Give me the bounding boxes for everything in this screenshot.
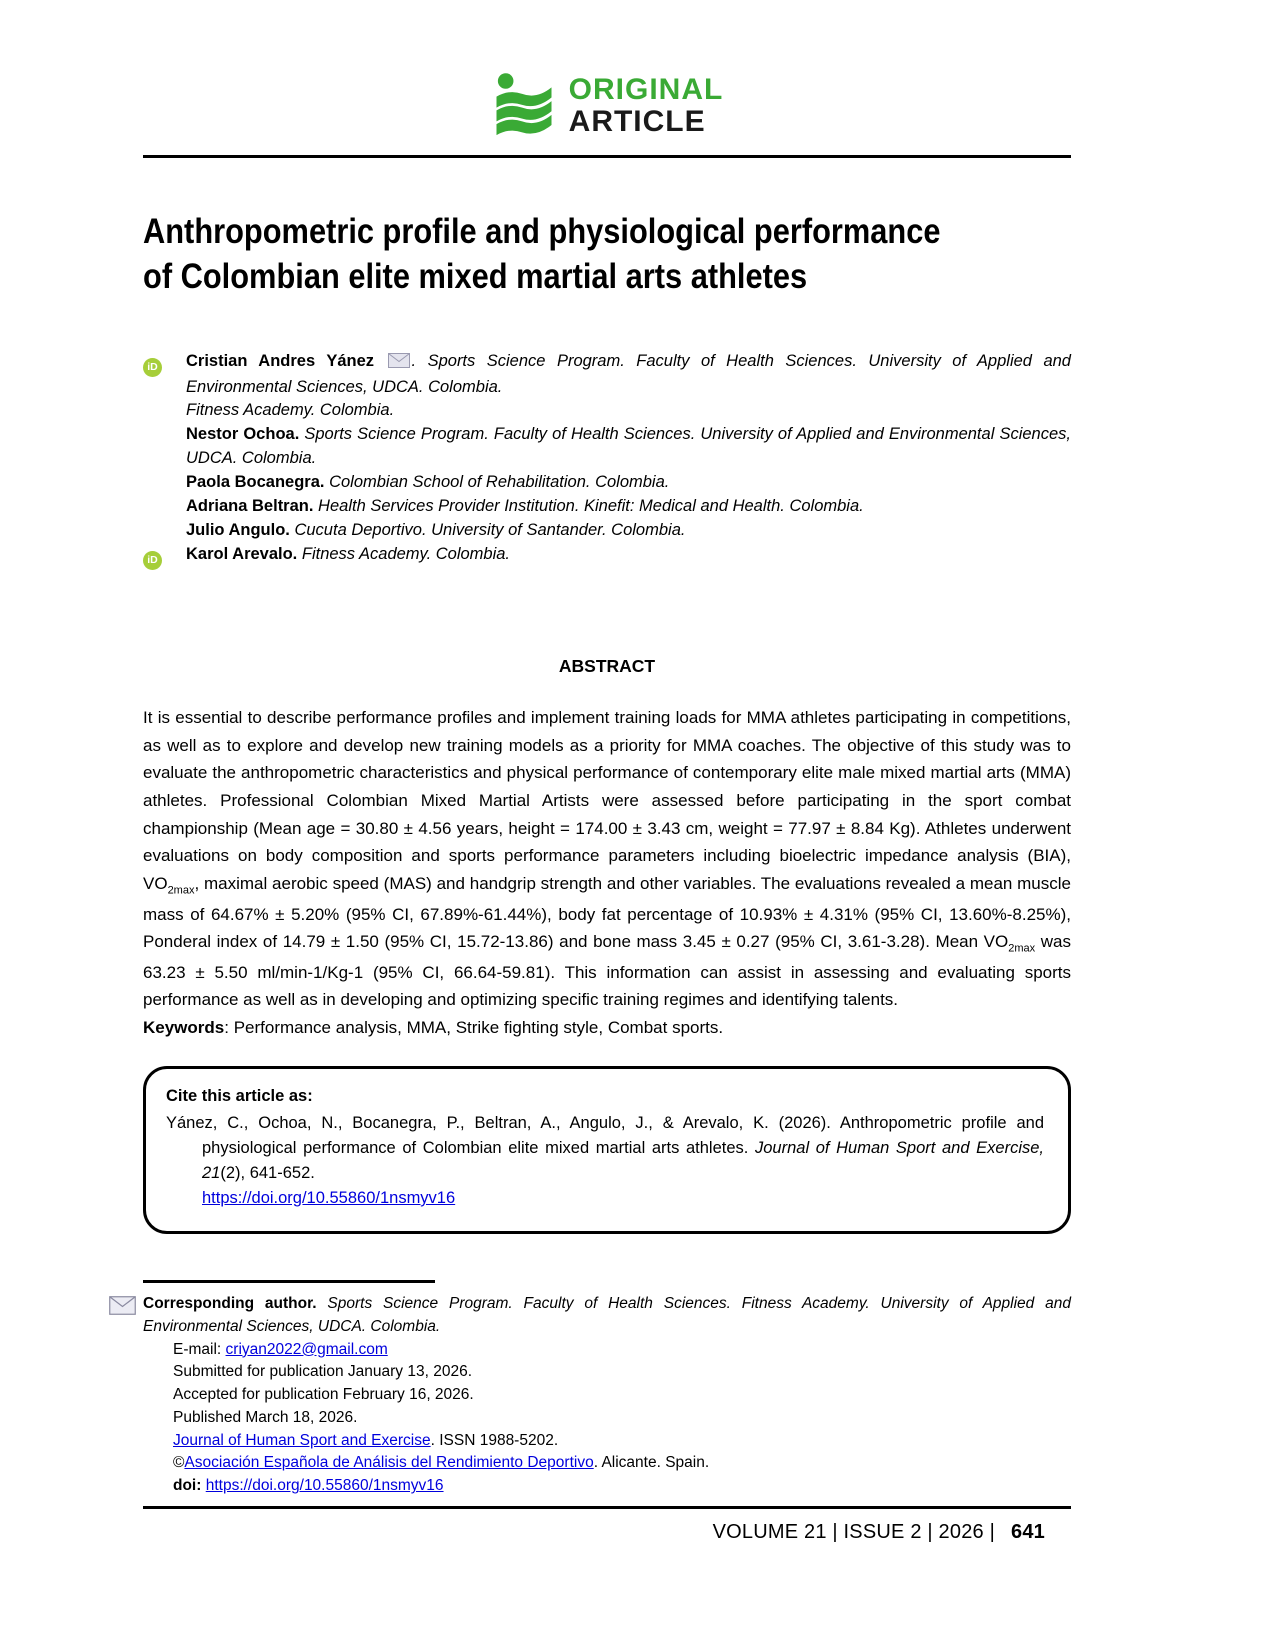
- orcid-icon[interactable]: iD: [143, 551, 162, 570]
- page-title-line2: of Colombian elite mixed martial arts athletes: [143, 256, 808, 296]
- page-title-line1: Anthropometric profile and physiological performance: [143, 212, 941, 251]
- vo2max-subscript: 2max: [1008, 942, 1036, 955]
- footer-divider: [143, 1506, 1071, 1509]
- author-line: [186, 495, 1071, 519]
- author-line: [186, 350, 1071, 400]
- page-title: [143, 210, 1071, 300]
- keywords-text: : Performance analysis, MMA, Strike fighting style, Combat sports.: [224, 1017, 724, 1037]
- abstract-text: was 63.23 ± 5.50 ml/min-1/Kg-1 (95% CI, 66.64-59.81). This information can assist in assessing and evaluating sports performance as well as in developing and optimizing specific training regimes and identifying talents.: [143, 932, 1071, 1010]
- corresponding-author-label: Corresponding author.: [143, 1295, 317, 1313]
- society-link[interactable]: Asociación Española de Análisis del Rendimiento Deportivo: [184, 1454, 594, 1472]
- journal-badge: [143, 0, 1071, 141]
- author-line: [186, 471, 1071, 495]
- author-name: Adriana Beltran.: [186, 497, 314, 516]
- keywords-label: Keywords: [143, 1017, 225, 1037]
- volume-issue-text: VOLUME 21 | ISSUE 2 | 2026 |: [712, 1521, 996, 1544]
- abstract-paragraph: [143, 704, 1071, 1014]
- author-name: Paola Bocanegra.: [186, 473, 325, 492]
- author-row-yanez: [143, 350, 1071, 424]
- email-link[interactable]: criyan2022@gmail.com: [225, 1340, 388, 1358]
- corresponding-author-block: [143, 1293, 1071, 1498]
- author-line: [186, 399, 1071, 423]
- citation-text: [166, 1111, 1044, 1211]
- envelope-icon[interactable]: [109, 1296, 136, 1323]
- doi-link[interactable]: https://doi.org/10.55860/1nsmyv16: [205, 1477, 444, 1495]
- page-number: 641: [1011, 1521, 1045, 1544]
- author-line: [186, 543, 1071, 567]
- author-name: Cristian Andres Yánez: [186, 351, 375, 370]
- envelope-icon[interactable]: [388, 352, 410, 376]
- email-line: [173, 1339, 1071, 1362]
- author-line: [186, 423, 1071, 471]
- author-affiliation: Fitness Academy. Colombia.: [301, 544, 511, 563]
- badge-article-label: ARTICLE: [568, 104, 706, 138]
- footnote-divider: [143, 1280, 435, 1283]
- citation-authors: Yánez, C., Ochoa, N., Bocanegra, P., Beltran, A., Angulo, J., & Arevalo, K. (2026). Anthropometric profile and physiological performance of Colombian elite mixed martial arts athletes.: [166, 1113, 1044, 1157]
- email-label: E-mail:: [173, 1340, 226, 1358]
- author-affiliation-2: Fitness Academy. Colombia.: [186, 401, 395, 420]
- author-affiliation: Sports Science Program. Faculty of Health Sciences. University of Applied and Environmental Sciences, UDCA. Colombia.: [186, 425, 1071, 468]
- author-name: Karol Arevalo.: [186, 544, 298, 563]
- author-affiliation: . Sports Science Program. Faculty of Health Sciences. University of Applied and Environmental Sciences, UDCA. Colombia.: [186, 351, 1071, 396]
- citation-doi-link[interactable]: https://doi.org/10.55860/1nsmyv16: [202, 1188, 456, 1207]
- author-row-bocanegra: [143, 471, 1071, 495]
- doi-line: [173, 1475, 1071, 1498]
- author-affiliation: Cucuta Deportivo. University of Santander. Colombia.: [294, 521, 686, 540]
- author-row-angulo: [143, 519, 1071, 543]
- journal-logo-icon: [491, 70, 557, 141]
- cite-box-heading: Cite this article as:: [166, 1086, 313, 1105]
- corresponding-author-line: [143, 1293, 1071, 1339]
- abstract-text: , maximal aerobic speed (MAS) and handgrip strength and other variables. The evaluations revealed a mean muscle mass of 64.67% ± 5.20% (95% CI, 67.89%-61.44%), body fat percentage of 10.93% ± 4.31% (95% CI, 13.60%-8.25%), Ponderal index of 14.79 ± 1.50 (95% CI, 15.72-13.86) and bone mass 3.45 ± 0.27 (95% CI, 3.61-3.28). Mean VO: [143, 874, 1071, 952]
- corresponding-author-affiliation: Sports Science Program. Faculty of Health Sciences. Fitness Academy. University of Applied and Environmental Sciences, UDCA. Colombia.: [143, 1295, 1071, 1335]
- author-row-beltran: [143, 495, 1071, 519]
- journal-link[interactable]: Journal of Human Sport and Exercise: [173, 1431, 431, 1449]
- doi-label: doi:: [173, 1477, 206, 1495]
- citation-journal: Journal of Human Sport and Exercise, 21: [202, 1138, 1044, 1182]
- published-line: Published March 18, 2026.: [173, 1408, 358, 1426]
- header-divider: [143, 155, 1071, 158]
- footer-volume-line: [143, 1521, 1071, 1544]
- author-affiliation: Health Services Provider Institution. Kinefit: Medical and Health. Colombia.: [318, 497, 864, 516]
- vo2max-subscript: 2max: [167, 884, 195, 897]
- author-affiliation: Colombian School of Rehabilitation. Colombia.: [329, 473, 670, 492]
- author-row-ochoa: [143, 423, 1071, 471]
- society-line: [173, 1452, 1071, 1475]
- accepted-line: Accepted for publication February 16, 2026.: [173, 1386, 474, 1404]
- orcid-icon[interactable]: iD: [143, 358, 162, 377]
- keywords-line: [143, 1014, 1071, 1042]
- author-row-arevalo: [143, 543, 1071, 570]
- abstract-heading: ABSTRACT: [558, 655, 656, 676]
- cite-box: [143, 1066, 1071, 1234]
- issn-text: . ISSN 1988-5202.: [430, 1431, 559, 1449]
- abstract-body: [143, 704, 1071, 1042]
- journal-issn-line: [173, 1430, 1071, 1453]
- badge-original-label: ORIGINAL: [568, 73, 724, 107]
- author-line: [186, 519, 1071, 543]
- society-location: . Alicante. Spain.: [593, 1454, 710, 1472]
- author-name: Nestor Ochoa.: [186, 425, 300, 444]
- author-list: [143, 350, 1071, 570]
- abstract-text: It is essential to describe performance profiles and implement training loads for MMA athletes participating in competitions, as well as to explore and develop new training models as a priority for MMA coaches. The objective of this study was to evaluate the anthropometric characteristics and physical performance of contemporary elite male mixed martial arts (MMA) athletes. Professional Colombian Mixed Martial Artists were assessed before participating in the sport combat championship (Mean age = 30.80 ± 4.56 years, height = 174.00 ± 3.43 cm, weight = 77.97 ± 8.84 Kg). Athletes underwent evaluations on body composition and sports performance parameters including bioelectric impedance analysis (BIA), VO: [143, 707, 1071, 894]
- submitted-line: Submitted for publication January 13, 2026.: [173, 1363, 472, 1381]
- author-name: Julio Angulo.: [186, 521, 290, 540]
- citation-issue-pages: (2), 641-652.: [220, 1163, 315, 1182]
- copyright-symbol: ©: [173, 1454, 185, 1472]
